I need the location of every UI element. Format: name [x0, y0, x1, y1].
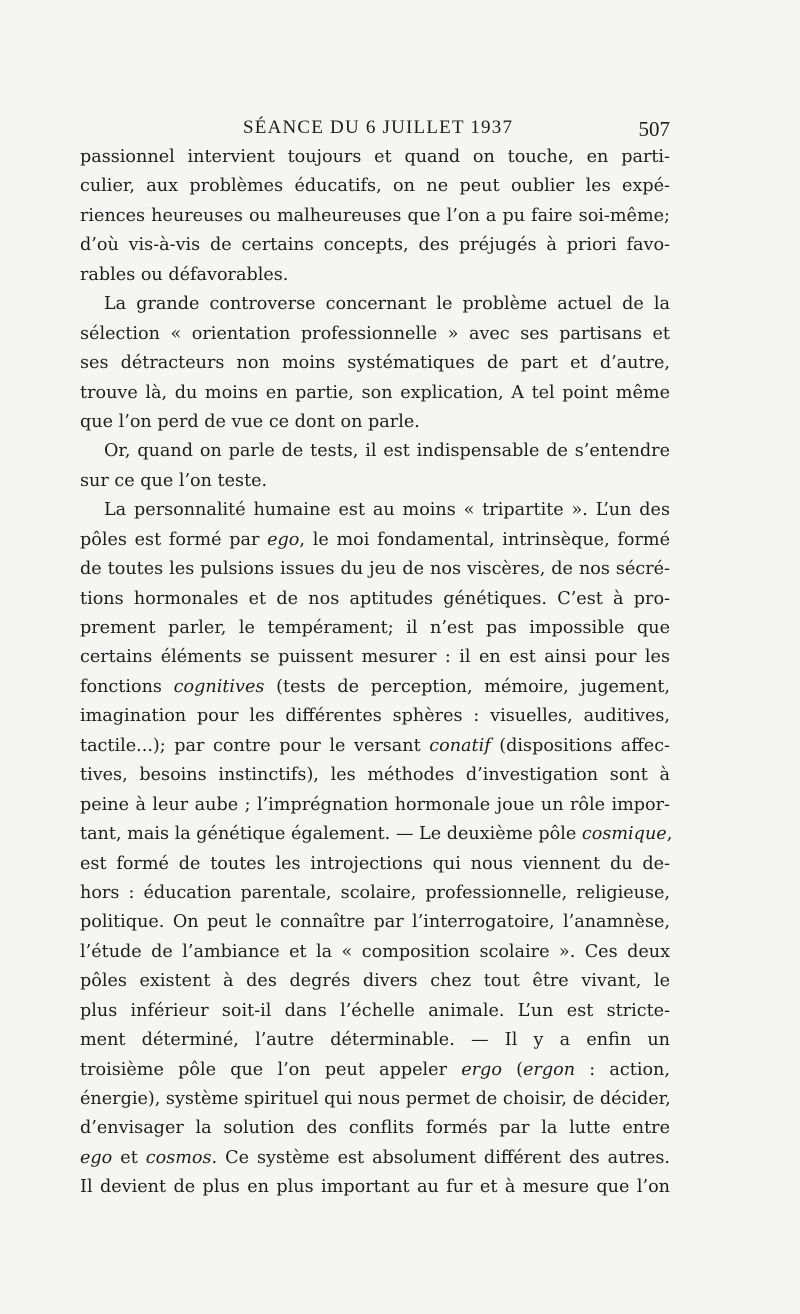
- text-run: de toutes les pulsions issues du jeu de nos viscères, de nos sécré-: [80, 559, 670, 580]
- italic-term: cognitives: [173, 676, 265, 697]
- text-run: riences heureuses ou malheureuses que l’on a pu faire soi-même;: [80, 205, 670, 226]
- text-run: tions hormonales et de nos aptitudes génétiques. C’est à pro-: [80, 588, 670, 609]
- text-line: [80, 1056, 670, 1085]
- text-run: tives, besoins instinctifs), les méthodes d’investigation sont à: [80, 765, 670, 786]
- text-run: (dispositions affec-: [490, 735, 671, 756]
- text-line: [80, 850, 670, 879]
- text-run: l’étude de l’ambiance et la « composition scolaire ». Ces deux: [80, 941, 670, 962]
- text-run: Or, quand on parle de tests, il est indispensable de s’entendre: [104, 441, 670, 462]
- text-run: plus inférieur soit-il dans l’échelle animale. L’un est stricte-: [80, 1000, 670, 1021]
- text-run: que l’on perd de vue ce dont on parle.: [80, 411, 420, 432]
- text-line: [80, 585, 670, 614]
- text-line: [80, 1085, 670, 1114]
- text-run: d’où vis-à-vis de certains concepts, des préjugés à priori favo-: [80, 235, 670, 256]
- text-run: culier, aux problèmes éducatifs, on ne peut oublier les expé-: [80, 176, 670, 197]
- text-run: : action,: [575, 1059, 670, 1080]
- text-line: [80, 202, 670, 231]
- italic-term: ego: [267, 529, 300, 550]
- text-line: [80, 791, 670, 820]
- text-run: , le moi fondamental, intrinsèque, formé: [299, 529, 671, 550]
- italic-term: ego: [80, 1147, 113, 1168]
- text-run: ,: [666, 824, 673, 845]
- text-line: [80, 349, 670, 378]
- text-run: (tests de perception, mémoire, jugement,: [264, 676, 670, 697]
- text-line: [80, 172, 670, 201]
- text-run: ses détracteurs non moins systématiques de part et d’autre,: [80, 353, 670, 374]
- text-run: La grande controverse concernant le problème actuel de la: [104, 294, 670, 315]
- text-line: [80, 1144, 670, 1173]
- italic-term: ergon: [523, 1059, 576, 1080]
- italic-term: cosmos: [145, 1147, 212, 1168]
- text-run: Il devient de plus en plus important au fur et à mesure que l’on: [80, 1177, 670, 1198]
- text-line: [80, 379, 670, 408]
- text-run: . Ce système est absolument différent des autres.: [211, 1147, 670, 1168]
- text-line: [80, 938, 670, 967]
- text-line: [80, 408, 670, 437]
- text-line: [80, 761, 670, 790]
- text-line: [80, 320, 670, 349]
- text-run: d’envisager la solution des conflits formés par la lutte entre: [80, 1118, 670, 1139]
- text-run: est formé de toutes les introjections qui nous viennent du de-: [80, 853, 670, 874]
- text-line: [80, 614, 670, 643]
- text-run: tactile...); par contre pour le versant: [80, 735, 430, 756]
- text-run: politique. On peut le connaître par l’interrogatoire, l’anamnèse,: [80, 912, 670, 933]
- text-line: [80, 1173, 670, 1202]
- text-run: peine à leur aube ; l’imprégnation hormonale joue un rôle impor-: [80, 794, 670, 815]
- text-line: [80, 997, 670, 1026]
- text-line: [80, 290, 670, 319]
- text-line: [80, 820, 673, 849]
- text-line: [80, 879, 670, 908]
- text-line: [80, 437, 670, 466]
- text-run: (: [501, 1059, 524, 1080]
- text-run: rables ou défavorables.: [80, 264, 289, 285]
- text-line: [80, 555, 670, 584]
- text-line: [80, 967, 670, 996]
- text-run: énergie), système spirituel qui nous permet de choisir, de décider,: [80, 1089, 671, 1109]
- running-head: [80, 117, 670, 145]
- running-title: SÉANCE DU 6 JUILLET 1937: [243, 117, 514, 138]
- text-line: [80, 261, 670, 290]
- text-line: [80, 467, 670, 496]
- text-line: [80, 526, 670, 555]
- text-run: sélection « orientation professionnelle » avec ses partisans et: [80, 323, 670, 344]
- italic-term: cosmique: [581, 824, 667, 845]
- text-run: passionnel intervient toujours et quand on touche, en parti-: [80, 147, 670, 167]
- text-run: trouve là, du moins en partie, son explication, A tel point même: [80, 382, 670, 403]
- text-line: [80, 1026, 670, 1055]
- text-run: troisième pôle que l’on peut appeler: [80, 1059, 462, 1080]
- text-line: [80, 643, 670, 672]
- text-line: [80, 143, 670, 172]
- text-line: [80, 1114, 670, 1143]
- text-run: hors : éducation parentale, scolaire, professionnelle, religieuse,: [80, 882, 670, 903]
- text-line: [80, 673, 670, 702]
- text-run: certains éléments se puissent mesurer : il en est ainsi pour les: [80, 647, 670, 668]
- text-run: fonctions: [80, 676, 174, 697]
- text-run: tant, mais la génétique également. — Le deuxième pôle: [80, 824, 582, 845]
- text-run: imagination pour les différentes sphères : visuelles, auditives,: [80, 706, 670, 727]
- text-line: [80, 908, 670, 937]
- text-run: et: [112, 1147, 146, 1168]
- text-run: La personnalité humaine est au moins « tripartite ». L’un des: [104, 500, 670, 521]
- text-line: [80, 231, 670, 260]
- text-run: pôles existent à des degrés divers chez tout être vivant, le: [80, 971, 670, 992]
- page-number: 507: [638, 117, 670, 141]
- text-line: [80, 496, 670, 525]
- text-run: prement parler, le tempérament; il n’est pas impossible que: [80, 618, 670, 638]
- text-line: [80, 732, 670, 761]
- text-run: ment déterminé, l’autre déterminable. — Il y a enfin un: [80, 1030, 670, 1051]
- text-run: sur ce que l’on teste.: [80, 470, 268, 491]
- body-text: [80, 143, 673, 1203]
- italic-term: conatif: [429, 735, 491, 756]
- text-line: [80, 702, 670, 731]
- italic-term: ergo: [461, 1059, 502, 1080]
- text-run: pôles est formé par: [80, 529, 268, 550]
